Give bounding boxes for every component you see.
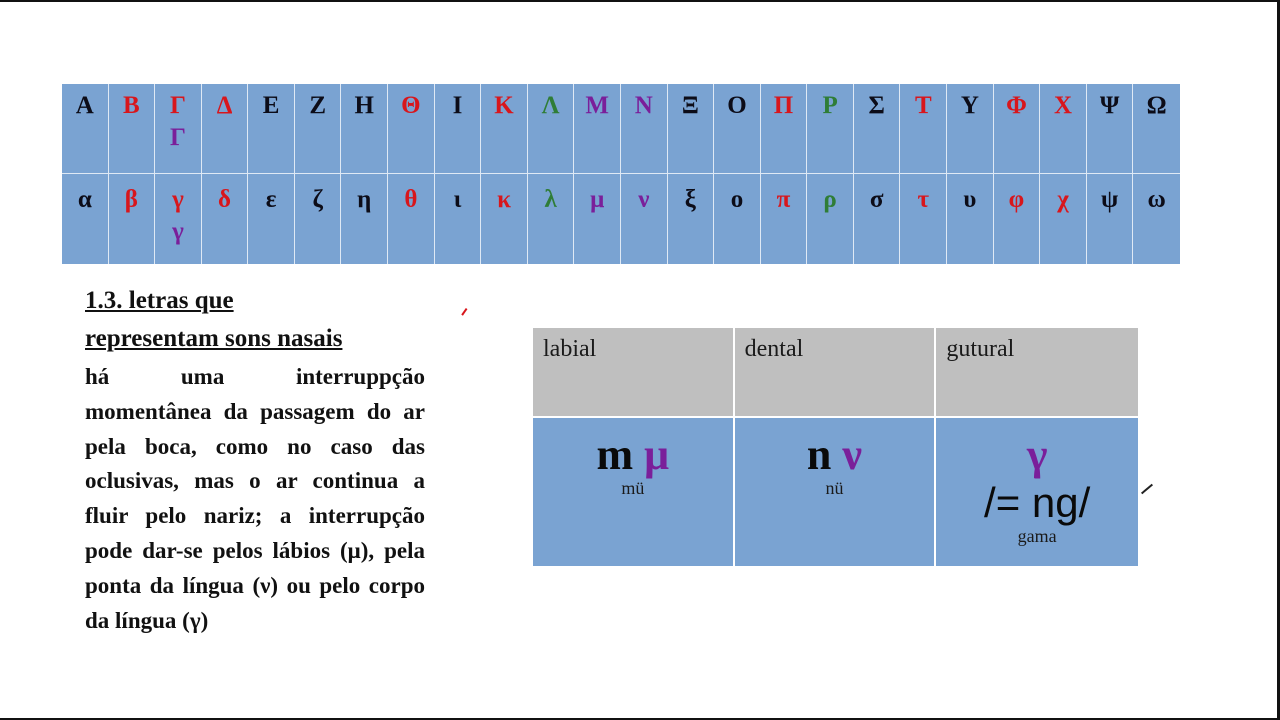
- lowercase-letter-cell: [761, 174, 808, 264]
- lowercase-letter-cell: [528, 174, 575, 264]
- lowercase-letter: τ: [917, 186, 930, 213]
- uppercase-letter: Χ: [1054, 92, 1073, 119]
- uppercase-letter-cell: [62, 84, 109, 174]
- dental-letter-name: nü: [825, 478, 844, 498]
- heading-line-1: 1.3. letras que: [85, 287, 234, 314]
- uppercase-letter: Β: [123, 92, 140, 119]
- uppercase-letter: Ξ: [681, 92, 699, 119]
- lowercase-letter-cell: [388, 174, 435, 264]
- uppercase-letter: Τ: [914, 92, 932, 119]
- lowercase-letter-cell: [341, 174, 388, 264]
- lowercase-letter: υ: [963, 186, 977, 213]
- uppercase-letter-cell: [155, 84, 202, 174]
- labial-latin: m: [596, 430, 634, 479]
- lowercase-letter-cell: [481, 174, 528, 264]
- lowercase-letter-cell: [62, 174, 109, 264]
- gutural-greek: γ: [1026, 430, 1048, 479]
- uppercase-letter: Α: [75, 92, 94, 119]
- gutural-pronunciation: /= ng/: [984, 479, 1091, 526]
- lowercase-letter: ω: [1147, 186, 1166, 213]
- uppercase-letter: Π: [773, 92, 794, 119]
- uppercase-letter: Ι: [452, 92, 463, 119]
- uppercase-letter-cell: [1133, 84, 1180, 174]
- lowercase-letter: α: [77, 186, 92, 213]
- pen-cursor-mark: [1141, 484, 1153, 495]
- uppercase-letter-cell: [807, 84, 854, 174]
- notes-body: há uma interruppção momentânea da passagem do ar pela boca, como no caso das oclusivas, mas o ar continua a fluir pelo nariz; a interrupção pode dar-se pelos lábios (μ), pela ponta da língua (ν) ou pelo corpo da língua (γ): [85, 364, 425, 633]
- uppercase-letter-cell: [994, 84, 1041, 174]
- labial-greek: μ: [644, 430, 670, 479]
- uppercase-letter-cell: [341, 84, 388, 174]
- lowercase-letter-cell: [947, 174, 994, 264]
- uppercase-letter-cell: [388, 84, 435, 174]
- lowercase-letter-cell: [1040, 174, 1087, 264]
- uppercase-letter: Γ: [169, 92, 186, 119]
- lowercase-letter: φ: [1008, 186, 1025, 213]
- uppercase-letter: Ω: [1146, 92, 1167, 119]
- dental-greek: ν: [842, 430, 863, 479]
- section-heading: [85, 282, 425, 358]
- uppercase-letter: Ρ: [822, 92, 838, 119]
- lowercase-letter-cell: [155, 174, 202, 264]
- cell-gutural: [936, 416, 1138, 566]
- uppercase-letter-cell: [202, 84, 249, 174]
- annotation-tick-mark: [461, 308, 471, 318]
- greek-alphabet-table: [62, 84, 1180, 264]
- uppercase-letter-cell: [1040, 84, 1087, 174]
- uppercase-letter: Σ: [868, 92, 885, 119]
- gutural-symbols: [1027, 432, 1048, 478]
- labial-letter-name: mü: [621, 478, 645, 498]
- lowercase-letter: ξ: [684, 186, 696, 213]
- lowercase-letter-cell: [1087, 174, 1134, 264]
- header-labial: labial: [533, 328, 735, 416]
- nasal-sounds-table: [533, 328, 1138, 566]
- uppercase-letter: Κ: [494, 92, 514, 119]
- header-dental: dental: [735, 328, 937, 416]
- uppercase-letter-cell: [668, 84, 715, 174]
- lowercase-letter: ρ: [823, 186, 837, 213]
- uppercase-letter: Λ: [541, 92, 560, 119]
- lowercase-letter: η: [357, 186, 372, 213]
- uppercase-letter: Υ: [960, 92, 979, 119]
- lowercase-letter-cell: [202, 174, 249, 264]
- lowercase-letter-cell: [435, 174, 482, 264]
- uppercase-letter: Ε: [262, 92, 280, 119]
- lowercase-letter: μ: [590, 186, 605, 213]
- lowercase-letter-cell: [668, 174, 715, 264]
- uppercase-letter: Μ: [585, 92, 609, 119]
- gutural-letter-name: gama: [1017, 526, 1057, 546]
- uppercase-letter-cell: [714, 84, 761, 174]
- heading-line-2: representam sons nasais: [85, 325, 343, 352]
- uppercase-letter: Ο: [727, 92, 747, 119]
- uppercase-letter-cell: [528, 84, 575, 174]
- cell-dental: [735, 416, 937, 566]
- lowercase-letter: ο: [730, 186, 744, 213]
- uppercase-letter-cell: [947, 84, 994, 174]
- lowercase-letter: π: [776, 186, 791, 213]
- lowercase-letter-cell: [854, 174, 901, 264]
- uppercase-letter-cell: [900, 84, 947, 174]
- uppercase-letter-cell: [621, 84, 668, 174]
- uppercase-letter: Η: [354, 92, 374, 119]
- lowercase-letter-cell: [900, 174, 947, 264]
- dental-symbols: [807, 432, 862, 478]
- uppercase-letter: Θ: [401, 92, 421, 119]
- uppercase-letter: Ζ: [309, 92, 327, 119]
- uppercase-letter-cell: [761, 84, 808, 174]
- uppercase-letter-cell: [248, 84, 295, 174]
- lowercase-letter: ν: [638, 186, 650, 213]
- uppercase-letter: Φ: [1006, 92, 1027, 119]
- uppercase-letter: Δ: [216, 92, 233, 119]
- dental-latin: n: [806, 430, 832, 479]
- uppercase-letter-cell: [295, 84, 342, 174]
- uppercase-letter-variant: Γ: [169, 124, 186, 151]
- uppercase-letter-cell: [481, 84, 528, 174]
- lowercase-letter: β: [124, 186, 138, 213]
- lowercase-letter: ι: [453, 186, 462, 213]
- lowercase-letter: χ: [1057, 186, 1069, 213]
- uppercase-letter: Ν: [634, 92, 653, 119]
- uppercase-letter: Ψ: [1099, 92, 1120, 119]
- lowercase-letter-cell: [807, 174, 854, 264]
- lowercase-letter-cell: [621, 174, 668, 264]
- uppercase-letter-cell: [574, 84, 621, 174]
- lowercase-letter: γ: [172, 186, 184, 213]
- nasal-sounds-notes: [85, 282, 425, 638]
- lowercase-letter: κ: [497, 186, 511, 213]
- lowercase-letter: ψ: [1101, 186, 1119, 213]
- header-gutural: gutural: [936, 328, 1138, 416]
- uppercase-letter-cell: [854, 84, 901, 174]
- uppercase-letter-cell: [435, 84, 482, 174]
- lowercase-letter: δ: [218, 186, 232, 213]
- lowercase-letter: ε: [265, 186, 277, 213]
- lowercase-letter-cell: [994, 174, 1041, 264]
- lowercase-letter-cell: [295, 174, 342, 264]
- uppercase-letter-cell: [109, 84, 156, 174]
- lowercase-letter-cell: [248, 174, 295, 264]
- lowercase-letter: ζ: [312, 186, 323, 213]
- uppercase-letter-cell: [1087, 84, 1134, 174]
- lowercase-letter: λ: [544, 186, 557, 213]
- lowercase-letter-variant: γ: [172, 218, 184, 245]
- lowercase-letter-cell: [574, 174, 621, 264]
- cell-labial: [533, 416, 735, 566]
- lowercase-letter-cell: [109, 174, 156, 264]
- labial-symbols: [597, 432, 670, 478]
- lowercase-letter: θ: [404, 186, 418, 213]
- lowercase-letter-cell: [714, 174, 761, 264]
- lowercase-letter-cell: [1133, 174, 1180, 264]
- lowercase-letter: σ: [869, 186, 884, 213]
